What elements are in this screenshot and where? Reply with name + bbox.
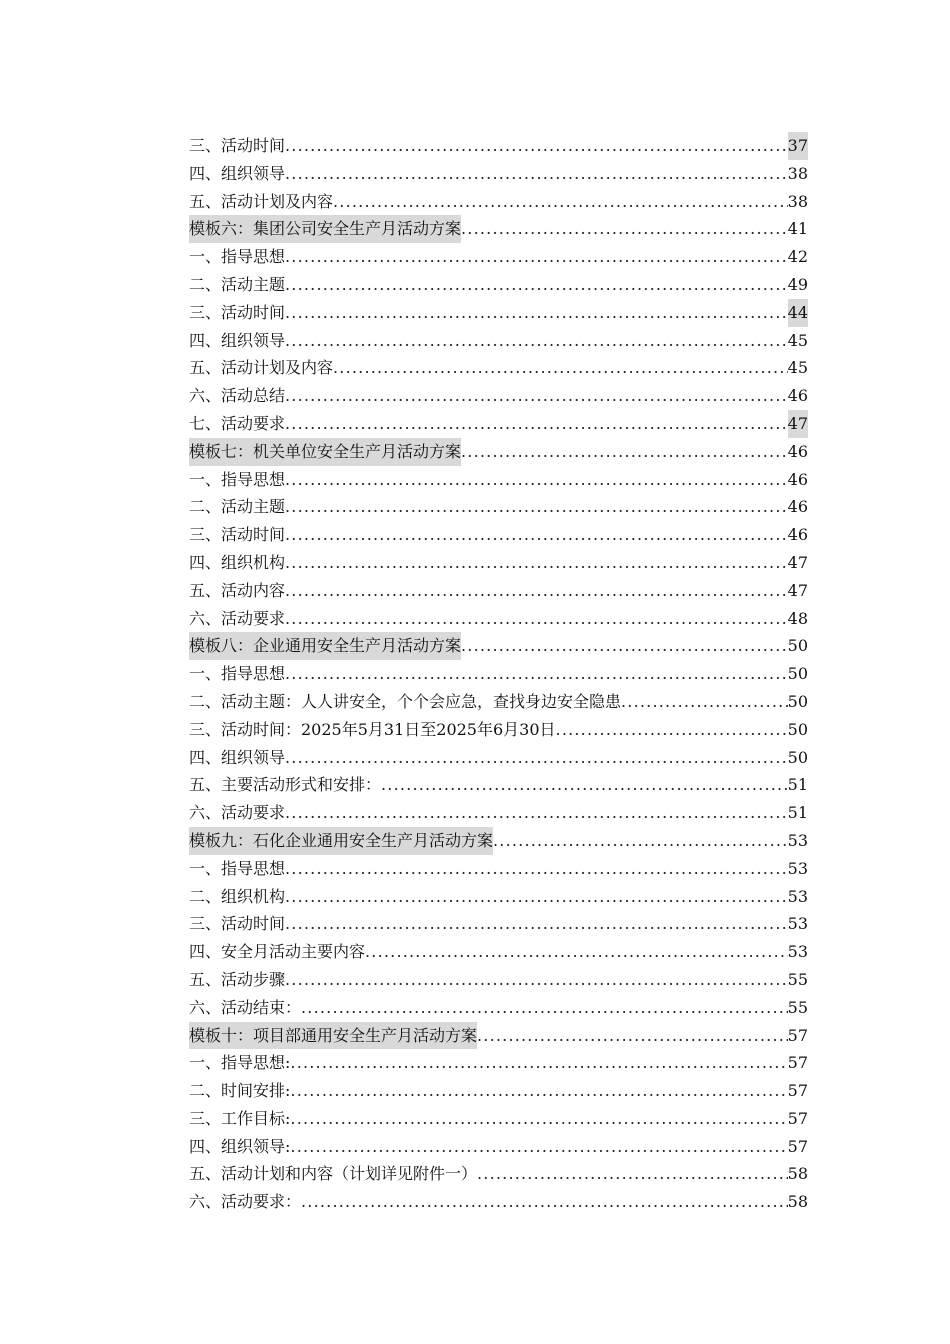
toc-entry[interactable] bbox=[189, 799, 808, 827]
toc-page-number: 46 bbox=[787, 497, 808, 517]
toc-dot-leader bbox=[285, 549, 788, 577]
toc-page-number: 49 bbox=[787, 274, 808, 294]
toc-entry[interactable] bbox=[189, 1160, 808, 1188]
toc-entry-title: 四、组织领导: bbox=[189, 1136, 291, 1156]
toc-entry[interactable] bbox=[189, 493, 808, 521]
toc-dot-leader bbox=[461, 632, 788, 660]
toc-entry[interactable] bbox=[189, 716, 808, 744]
toc-section-heading[interactable] bbox=[189, 632, 808, 660]
toc-entry-title: 二、组织机构 bbox=[189, 886, 286, 906]
toc-dot-leader bbox=[333, 354, 788, 382]
toc-entry[interactable] bbox=[189, 299, 808, 327]
toc-section-heading[interactable] bbox=[189, 827, 808, 855]
toc-page-number: 44 bbox=[788, 299, 808, 327]
table-of-contents bbox=[189, 132, 808, 1216]
toc-entry-title: 五、活动计划和内容（计划详见附件一） bbox=[189, 1164, 478, 1184]
toc-page-number: 47 bbox=[788, 410, 808, 438]
toc-section-heading[interactable] bbox=[189, 438, 808, 466]
toc-entry[interactable] bbox=[189, 382, 808, 410]
toc-page-number: 37 bbox=[788, 132, 808, 160]
toc-entry-title: 三、工作目标: bbox=[189, 1108, 291, 1128]
toc-dot-leader bbox=[285, 605, 788, 633]
toc-entry-title: 五、活动计划及内容 bbox=[189, 191, 334, 211]
toc-dot-leader bbox=[285, 883, 788, 911]
toc-page-number: 47 bbox=[787, 552, 808, 572]
toc-page-number: 47 bbox=[787, 580, 808, 600]
toc-entry-title: 一、指导思想 bbox=[189, 858, 286, 878]
toc-entry[interactable] bbox=[189, 744, 808, 772]
toc-page-number: 50 bbox=[787, 747, 808, 767]
toc-entry-title: 七、活动要求 bbox=[189, 413, 286, 433]
toc-entry-title: 模板七：机关单位安全生产月活动方案 bbox=[189, 438, 461, 466]
toc-dot-leader bbox=[285, 521, 788, 549]
toc-dot-leader bbox=[477, 1160, 788, 1188]
toc-page-number: 53 bbox=[787, 942, 808, 962]
toc-entry-title: 二、活动主题 bbox=[189, 497, 286, 517]
toc-page-number: 51 bbox=[787, 803, 808, 823]
toc-entry-title: 五、活动步骤 bbox=[189, 969, 286, 989]
toc-dot-leader bbox=[461, 438, 788, 466]
toc-entry-title: 六、活动要求 bbox=[189, 803, 286, 823]
toc-entry[interactable] bbox=[189, 521, 808, 549]
toc-entry[interactable] bbox=[189, 688, 808, 716]
toc-page-number: 50 bbox=[787, 636, 808, 656]
toc-entry[interactable] bbox=[189, 549, 808, 577]
toc-page-number: 46 bbox=[787, 525, 808, 545]
toc-dot-leader bbox=[285, 799, 788, 827]
toc-page-number: 58 bbox=[787, 1192, 808, 1212]
toc-dot-leader bbox=[290, 1133, 787, 1161]
toc-entry[interactable] bbox=[189, 188, 808, 216]
toc-entry[interactable] bbox=[189, 160, 808, 188]
toc-page-number: 50 bbox=[787, 664, 808, 684]
toc-entry[interactable] bbox=[189, 855, 808, 883]
toc-page-number: 53 bbox=[787, 914, 808, 934]
toc-entry-title: 模板八：企业通用安全生产月活动方案 bbox=[189, 632, 461, 660]
toc-page-number: 51 bbox=[787, 775, 808, 795]
toc-dot-leader bbox=[285, 271, 788, 299]
toc-page-number: 38 bbox=[787, 191, 808, 211]
toc-entry[interactable] bbox=[189, 1077, 808, 1105]
toc-dot-leader bbox=[290, 1105, 787, 1133]
toc-page-number: 45 bbox=[787, 330, 808, 350]
toc-entry[interactable] bbox=[189, 910, 808, 938]
toc-entry-title: 模板六：集团公司安全生产月活动方案 bbox=[189, 215, 461, 243]
toc-entry-title: 六、活动要求： bbox=[189, 1192, 302, 1212]
toc-entry-title: 三、活动时间 bbox=[189, 914, 286, 934]
toc-entry-title: 二、活动主题：人人讲安全，个个会应急，查找身边安全隐患 bbox=[189, 691, 622, 711]
toc-entry[interactable] bbox=[189, 243, 808, 271]
toc-page-number: 57 bbox=[787, 1081, 808, 1101]
toc-entry[interactable] bbox=[189, 327, 808, 355]
toc-entry[interactable] bbox=[189, 1133, 808, 1161]
toc-page-number: 53 bbox=[787, 886, 808, 906]
toc-entry-title: 一、指导思想 bbox=[189, 247, 286, 267]
toc-entry-title: 一、指导思想 bbox=[189, 469, 286, 489]
toc-entry[interactable] bbox=[189, 132, 808, 160]
toc-dot-leader bbox=[285, 410, 788, 438]
toc-dot-leader bbox=[285, 382, 788, 410]
toc-entry-title: 三、活动时间：2025年5月31日至2025年6月30日 bbox=[189, 719, 556, 739]
toc-entry-title: 一、指导思想: bbox=[189, 1053, 291, 1073]
toc-entry-title: 六、活动总结 bbox=[189, 386, 286, 406]
toc-dot-leader bbox=[285, 327, 788, 355]
toc-dot-leader bbox=[477, 1022, 788, 1050]
toc-page-number: 55 bbox=[787, 997, 808, 1017]
toc-entry[interactable] bbox=[189, 1105, 808, 1133]
toc-dot-leader bbox=[285, 466, 788, 494]
toc-page-number: 57 bbox=[787, 1053, 808, 1073]
toc-entry-title: 三、活动时间 bbox=[189, 302, 286, 322]
toc-dot-leader bbox=[556, 716, 788, 744]
toc-dot-leader bbox=[381, 771, 788, 799]
toc-dot-leader bbox=[285, 855, 788, 883]
toc-page-number: 55 bbox=[787, 969, 808, 989]
toc-page-number: 50 bbox=[787, 691, 808, 711]
toc-dot-leader bbox=[285, 132, 788, 160]
toc-dot-leader bbox=[285, 966, 788, 994]
toc-page-number: 48 bbox=[787, 608, 808, 628]
toc-entry[interactable] bbox=[189, 938, 808, 966]
toc-page-number: 41 bbox=[787, 219, 808, 239]
toc-dot-leader bbox=[621, 688, 788, 716]
toc-page-number: 42 bbox=[787, 247, 808, 267]
toc-entry-title: 四、组织领导 bbox=[189, 330, 286, 350]
toc-entry[interactable] bbox=[189, 883, 808, 911]
toc-entry-title: 四、组织领导 bbox=[189, 747, 286, 767]
toc-entry-title: 模板十：项目部通用安全生产月活动方案 bbox=[189, 1022, 477, 1050]
toc-entry[interactable] bbox=[189, 1049, 808, 1077]
toc-page-number: 57 bbox=[787, 1025, 808, 1045]
toc-dot-leader bbox=[285, 160, 788, 188]
toc-page-number: 53 bbox=[787, 830, 808, 850]
toc-page-number: 57 bbox=[787, 1136, 808, 1156]
toc-entry-title: 六、活动要求 bbox=[189, 608, 286, 628]
toc-dot-leader bbox=[285, 910, 788, 938]
toc-entry-title: 一、指导思想 bbox=[189, 664, 286, 684]
toc-dot-leader bbox=[301, 1188, 788, 1216]
toc-dot-leader bbox=[285, 660, 788, 688]
toc-entry-title: 二、活动主题 bbox=[189, 274, 286, 294]
toc-dot-leader bbox=[365, 938, 788, 966]
toc-dot-leader bbox=[290, 1077, 787, 1105]
toc-page-number: 46 bbox=[787, 441, 808, 461]
toc-entry[interactable] bbox=[189, 994, 808, 1022]
toc-entry-title: 五、主要活动形式和安排： bbox=[189, 775, 382, 795]
toc-entry-title: 模板九：石化企业通用安全生产月活动方案 bbox=[189, 827, 493, 855]
toc-dot-leader bbox=[301, 994, 788, 1022]
toc-entry[interactable] bbox=[189, 771, 808, 799]
toc-entry-title: 五、活动内容 bbox=[189, 580, 286, 600]
toc-entry-title: 五、活动计划及内容 bbox=[189, 358, 334, 378]
toc-dot-leader bbox=[333, 188, 788, 216]
toc-entry-title: 三、活动时间 bbox=[189, 525, 286, 545]
toc-entry-title: 三、活动时间 bbox=[189, 136, 286, 155]
toc-entry-title: 四、安全月活动主要内容 bbox=[189, 942, 366, 962]
toc-section-heading[interactable] bbox=[189, 1022, 808, 1050]
toc-entry-title: 二、时间安排: bbox=[189, 1081, 291, 1101]
toc-entry-title: 四、组织领导 bbox=[189, 163, 286, 183]
toc-entry[interactable] bbox=[189, 966, 808, 994]
toc-dot-leader bbox=[285, 577, 788, 605]
toc-entry[interactable] bbox=[189, 271, 808, 299]
toc-dot-leader bbox=[285, 243, 788, 271]
toc-page-number: 46 bbox=[787, 469, 808, 489]
toc-entry[interactable] bbox=[189, 466, 808, 494]
toc-entry-title: 六、活动结束： bbox=[189, 997, 302, 1017]
toc-page-number: 57 bbox=[787, 1108, 808, 1128]
toc-entry[interactable] bbox=[189, 1188, 808, 1216]
toc-entry[interactable] bbox=[189, 577, 808, 605]
toc-dot-leader bbox=[285, 744, 788, 772]
toc-entry[interactable] bbox=[189, 605, 808, 633]
toc-page-number: 38 bbox=[787, 163, 808, 183]
toc-page-number: 46 bbox=[787, 386, 808, 406]
toc-page-number: 58 bbox=[787, 1164, 808, 1184]
toc-dot-leader bbox=[285, 299, 788, 327]
toc-entry[interactable] bbox=[189, 354, 808, 382]
toc-page-number: 45 bbox=[787, 358, 808, 378]
toc-page-number: 50 bbox=[787, 719, 808, 739]
toc-entry[interactable] bbox=[189, 660, 808, 688]
toc-dot-leader bbox=[290, 1049, 787, 1077]
toc-section-heading[interactable] bbox=[189, 215, 808, 243]
toc-entry[interactable] bbox=[189, 410, 808, 438]
toc-page-number: 53 bbox=[787, 858, 808, 878]
toc-dot-leader bbox=[461, 215, 788, 243]
toc-dot-leader bbox=[493, 827, 788, 855]
toc-entry-title: 四、组织机构 bbox=[189, 552, 286, 572]
toc-dot-leader bbox=[285, 493, 788, 521]
